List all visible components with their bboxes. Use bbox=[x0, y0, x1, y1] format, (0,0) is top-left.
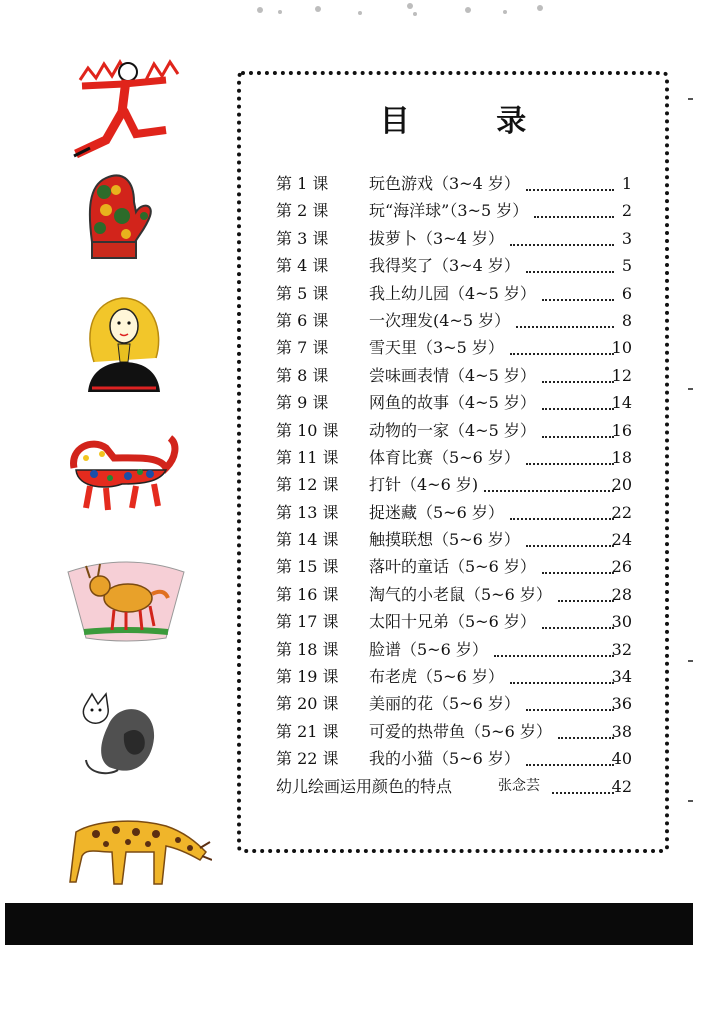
toc-entry-title: 雪天里（3~5 岁） bbox=[369, 338, 504, 358]
toc-leader-dots bbox=[542, 378, 614, 383]
toc-lesson-number: 第 16 课 bbox=[276, 584, 339, 604]
edge-mark bbox=[688, 660, 693, 662]
toc-leader-dots bbox=[510, 241, 614, 246]
toc-page-number: 42 bbox=[611, 776, 632, 796]
toc-leader-dots bbox=[526, 186, 614, 191]
toc-entry-title: 玩“海洋球”（3~5 岁） bbox=[369, 201, 529, 221]
toc-leader-dots bbox=[510, 350, 614, 355]
toc-entry[interactable] bbox=[276, 636, 636, 663]
toc-entry[interactable] bbox=[276, 170, 636, 197]
toc-page-number: 2 bbox=[621, 201, 632, 221]
toc-leader-dots bbox=[526, 761, 614, 766]
toc-page-number: 38 bbox=[611, 721, 632, 741]
girl-portrait-drawing bbox=[84, 292, 164, 392]
toc-entry-title: 尝味画表情（4~5 岁） bbox=[369, 365, 536, 385]
toc-leader-dots bbox=[552, 789, 614, 794]
toc-list bbox=[276, 170, 636, 800]
toc-entry[interactable] bbox=[276, 499, 636, 526]
toc-entry[interactable] bbox=[276, 252, 636, 279]
toc-page-number: 12 bbox=[611, 365, 632, 385]
toc-entry-title: 体育比赛（5~6 岁） bbox=[369, 447, 520, 467]
toc-lesson-number: 第 9 课 bbox=[276, 393, 329, 413]
toc-page-number: 20 bbox=[611, 475, 632, 495]
toc-entry[interactable] bbox=[276, 334, 636, 361]
toc-entry-title: 捉迷藏（5~6 岁） bbox=[369, 502, 504, 522]
toc-page-number: 34 bbox=[611, 667, 632, 687]
toc-entry[interactable] bbox=[276, 745, 636, 772]
toc-page-number: 1 bbox=[621, 174, 632, 193]
toc-leader-dots bbox=[542, 405, 614, 410]
toc-lesson-number: 第 3 课 bbox=[276, 228, 329, 248]
toc-page-number: 16 bbox=[611, 420, 632, 440]
edge-mark bbox=[688, 388, 693, 390]
toc-entry[interactable] bbox=[276, 280, 636, 307]
toc-entry-title: 玩色游戏（3~4 岁） bbox=[369, 174, 520, 193]
illustration-column bbox=[0, 0, 230, 900]
scan-noise bbox=[240, 0, 580, 22]
toc-entry-author: 张念芸 bbox=[498, 777, 540, 794]
toc-entry[interactable] bbox=[276, 197, 636, 224]
toc-page-number: 18 bbox=[611, 447, 632, 467]
toc-entry-title: 动物的一家（4~5 岁） bbox=[369, 420, 536, 440]
toc-entry-title: 网鱼的故事（4~5 岁） bbox=[369, 393, 536, 413]
toc-leader-dots bbox=[526, 706, 614, 711]
toc-lesson-number: 第 15 课 bbox=[276, 557, 339, 577]
toc-lesson-number: 第 17 课 bbox=[276, 612, 339, 632]
toc-leader-dots bbox=[542, 569, 614, 574]
toc-entry-title: 淘气的小老鼠（5~6 岁） bbox=[369, 584, 552, 604]
toc-entry-title: 拔萝卜（3~4 岁） bbox=[369, 228, 504, 248]
toc-entry-title: 幼儿绘画运用颜色的特点 bbox=[276, 776, 453, 796]
toc-entry-title: 我的小猫（5~6 岁） bbox=[369, 749, 520, 769]
toc-leader-dots bbox=[542, 296, 614, 301]
toc-leader-dots bbox=[510, 679, 614, 684]
toc-leader-dots bbox=[510, 515, 614, 520]
toc-heading: 目 录 bbox=[379, 104, 565, 139]
toc-leader-dots bbox=[542, 433, 614, 438]
toc-leader-dots bbox=[526, 268, 614, 273]
mitten-drawing bbox=[84, 172, 156, 264]
toc-page-number: 6 bbox=[621, 283, 632, 303]
edge-mark bbox=[688, 800, 693, 802]
toc-lesson-number: 第 6 课 bbox=[276, 310, 329, 330]
toc-lesson-number: 第 12 课 bbox=[276, 475, 339, 495]
toc-leader-dots bbox=[558, 597, 614, 602]
toc-lesson-number: 第 21 课 bbox=[276, 721, 339, 741]
toc-page-number: 24 bbox=[611, 530, 632, 550]
toc-entry-title: 一次理发(4~5 岁） bbox=[369, 310, 511, 330]
toc-page-number: 40 bbox=[611, 749, 632, 769]
toc-lesson-number: 第 4 课 bbox=[276, 256, 329, 276]
toc-lesson-number: 第 13 课 bbox=[276, 502, 339, 522]
toc-leader-dots bbox=[526, 542, 614, 547]
toc-page-number: 32 bbox=[611, 639, 632, 659]
toc-lesson-number: 第 22 课 bbox=[276, 749, 339, 769]
toc-entry[interactable] bbox=[276, 581, 636, 608]
toc-entry[interactable] bbox=[276, 389, 636, 416]
toc-page-number: 26 bbox=[611, 557, 632, 577]
toc-page-number: 8 bbox=[621, 310, 632, 330]
red-figure-drawing bbox=[66, 50, 186, 160]
toc-leader-dots bbox=[516, 323, 614, 328]
toc-leader-dots bbox=[558, 734, 614, 739]
toc-entry-title: 可爱的热带鱼（5~6 岁） bbox=[369, 721, 552, 741]
fan-animal-drawing bbox=[64, 558, 188, 642]
toc-entry[interactable] bbox=[276, 307, 636, 334]
toc-page-number: 3 bbox=[621, 228, 632, 248]
toc-lesson-number: 第 18 课 bbox=[276, 639, 339, 659]
toc-lesson-number: 第 1 课 bbox=[276, 174, 329, 193]
toc-page-number: 28 bbox=[611, 584, 632, 604]
toc-page-number: 22 bbox=[611, 502, 632, 522]
toc-lesson-number: 第 2 课 bbox=[276, 201, 329, 221]
toc-entry-title: 美丽的花（5~6 岁） bbox=[369, 694, 520, 714]
toc-entry-title: 布老虎（5~6 岁） bbox=[369, 667, 504, 687]
toc-page-number: 10 bbox=[611, 338, 632, 358]
toc-entry-title: 脸谱（5~6 岁） bbox=[369, 639, 488, 659]
toc-page-number: 5 bbox=[621, 256, 632, 276]
toc-entry[interactable] bbox=[276, 444, 636, 471]
toc-entry-appendix[interactable] bbox=[276, 773, 636, 800]
toc-entry[interactable] bbox=[276, 608, 636, 635]
toc-entry[interactable] bbox=[276, 471, 636, 498]
toc-leader-dots bbox=[534, 213, 614, 218]
toc-lesson-number: 第 14 课 bbox=[276, 530, 339, 550]
toc-entry[interactable] bbox=[276, 718, 636, 745]
giraffe-drawing bbox=[66, 812, 212, 886]
toc-leader-dots bbox=[484, 487, 614, 492]
toc-lesson-number: 第 11 课 bbox=[276, 447, 339, 467]
bottom-black-band bbox=[5, 903, 693, 945]
toc-lesson-number: 第 7 课 bbox=[276, 338, 329, 358]
edge-mark bbox=[688, 98, 693, 100]
toc-entry-title: 落叶的童话（5~6 岁） bbox=[369, 557, 536, 577]
toc-entry-title: 打针（4~6 岁) bbox=[369, 475, 479, 495]
toc-entry[interactable] bbox=[276, 553, 636, 580]
toc-leader-dots bbox=[542, 624, 614, 629]
toc-entry-title: 触摸联想（5~6 岁） bbox=[369, 530, 520, 550]
toc-leader-dots bbox=[526, 460, 614, 465]
toc-entry[interactable] bbox=[276, 663, 636, 690]
tiger-drawing bbox=[66, 428, 180, 514]
toc-entry-title: 我上幼儿园（4~5 岁） bbox=[369, 283, 536, 303]
toc-leader-dots bbox=[494, 652, 614, 657]
toc-lesson-number: 第 19 课 bbox=[276, 667, 339, 687]
toc-page-number: 14 bbox=[611, 393, 632, 413]
cat-drawing bbox=[78, 690, 162, 780]
toc-entry[interactable] bbox=[276, 526, 636, 553]
toc-entry[interactable] bbox=[276, 362, 636, 389]
toc-entry-title: 太阳十兄弟（5~6 岁） bbox=[369, 612, 536, 632]
toc-entry[interactable] bbox=[276, 690, 636, 717]
toc-entry[interactable] bbox=[276, 417, 636, 444]
toc-lesson-number: 第 8 课 bbox=[276, 365, 329, 385]
toc-page-number: 36 bbox=[611, 694, 632, 714]
toc-lesson-number: 第 5 课 bbox=[276, 283, 329, 303]
toc-entry[interactable] bbox=[276, 225, 636, 252]
toc-page-number: 30 bbox=[611, 612, 632, 632]
toc-entry-title: 我得奖了（3~4 岁） bbox=[369, 256, 520, 276]
toc-lesson-number: 第 10 课 bbox=[276, 420, 339, 440]
toc-lesson-number: 第 20 课 bbox=[276, 694, 339, 714]
